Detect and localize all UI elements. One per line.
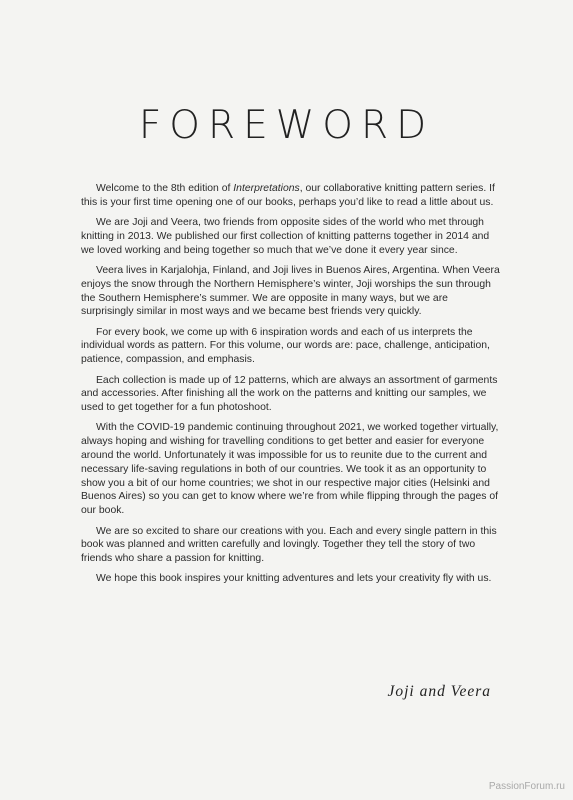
paragraph-1 (81, 182, 501, 210)
signature: Joji and Veera (387, 683, 491, 700)
page-title: FOREWORD (138, 103, 435, 148)
paragraph-6: With the COVID-19 pandemic continuing throughout 2021, we worked together virtually, always hoping and wishing for travelling conditions to get better and easier for everyone around the world. Unfortunately it was impossible for us to reunite due to the current and necessary life-saving regulations in both of our countries. We took it as an opportunity to show you a bit of our home countries; we shot in our respective major cities (Helsinki and Buenos Aires) so you can get to know where we’re from while flipping through the pages of our book. (81, 422, 499, 517)
paragraph-4: For every book, we come up with 6 inspiration words and each of us interprets the individual words as pattern. For this volume, our words are: pace, challenge, anticipation, patience, compassion, and emphasis. (81, 326, 490, 366)
paragraph-7: We are so excited to share our creations with you. Each and every single pattern in this book was planned and written carefully and lovingly. Together they tell the story of two friends who share a passion for knitting. (81, 525, 497, 565)
paragraph-1-post: , our collaborative knitting pattern series. If this is your first time opening one of our books, perhaps you’d like to read a little about us. (81, 183, 495, 208)
watermark: PassionForum.ru (488, 781, 565, 792)
paragraph-8: We hope this book inspires your knitting adventures and lets your creativity fly with us. (96, 573, 492, 585)
paragraph-2: We are Joji and Veera, two friends from opposite sides of the world who met through knitting in 2013. We published our first collection of knitting patterns together in 2014 and we loved working and being together so much that we’ve done it every year since. (81, 217, 490, 256)
paragraph-3: Veera lives in Karjalohja, Finland, and Joji lives in Buenos Aires, Argentina. When Veera enjoys the snow through the Northern Hemisphere’s winter, Joji worships the sun through the Southern Hemisphere’s summer. We are opposite in many ways, but we are surprisingly similar in most ways and we became best friends very quickly. (81, 264, 500, 318)
paragraph-5: Each collection is made up of 12 patterns, which are always an assortment of garments and accessories. After finishing all the work on the patterns and knitting our samples, we used to get together for a fun photoshoot. (81, 374, 498, 414)
paragraph-1-pre: Welcome to the 8th edition of (96, 183, 234, 194)
foreword-body (81, 182, 501, 593)
book-title-italic: Interpretations (233, 183, 300, 194)
